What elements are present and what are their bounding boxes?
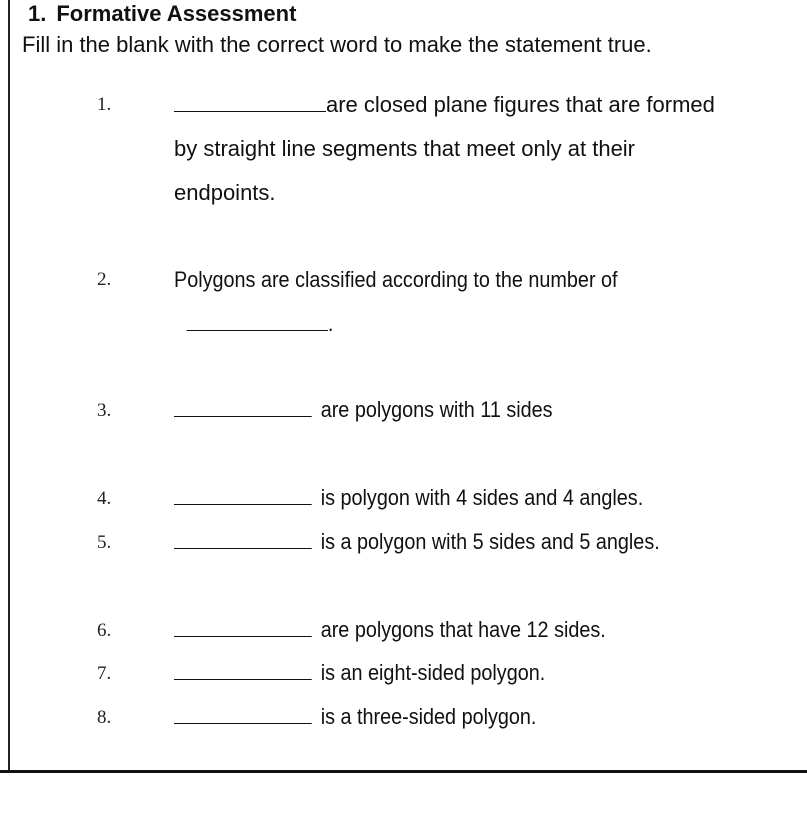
answer-blank-6[interactable] xyxy=(174,618,312,637)
question-4: is polygon with 4 sides and 4 angles. xyxy=(174,476,643,520)
question-1-line-1: are closed plane figures that are formed xyxy=(174,83,715,127)
left-border-rule xyxy=(8,0,10,773)
item-number-6: 6. xyxy=(97,620,112,641)
answer-blank-3[interactable] xyxy=(174,398,312,417)
question-5: is a polygon with 5 sides and 5 angles. xyxy=(174,520,660,564)
answer-blank-8[interactable] xyxy=(174,705,312,724)
question-7: is an eight-sided polygon. xyxy=(174,651,545,695)
item-number-1: 1. xyxy=(97,94,112,115)
answer-blank-7[interactable] xyxy=(174,661,312,680)
item-number-8: 8. xyxy=(97,707,112,728)
section-title xyxy=(28,1,296,27)
answer-blank-5[interactable] xyxy=(174,530,312,549)
question-2-line-2: . xyxy=(174,302,618,346)
question-6: are polygons that have 12 sides. xyxy=(174,608,606,652)
item-number-4: 4. xyxy=(97,488,112,509)
question-8: is a three-sided polygon. xyxy=(174,695,536,739)
item-number-2: 2. xyxy=(97,269,112,290)
question-1-line-2: by straight line segments that meet only at their xyxy=(174,136,636,161)
question-2-line-1: Polygons are classified according to the number of xyxy=(174,267,618,292)
section-number: 1. xyxy=(28,1,47,26)
instructions: Fill in the blank with the correct word to make the statement true. xyxy=(22,32,652,57)
section-title-text: Formative Assessment xyxy=(56,1,297,26)
item-number-5: 5. xyxy=(97,532,112,553)
question-2 xyxy=(174,258,618,346)
answer-blank-2[interactable] xyxy=(187,312,328,331)
question-1 xyxy=(174,83,715,215)
item-number-7: 7. xyxy=(97,663,112,684)
item-number-3: 3. xyxy=(97,400,112,421)
question-3: are polygons with 11 sides xyxy=(174,388,553,432)
bottom-border-rule xyxy=(0,770,807,773)
answer-blank-1[interactable] xyxy=(174,93,326,112)
answer-blank-4[interactable] xyxy=(174,486,312,505)
question-1-line-3: endpoints. xyxy=(174,180,276,205)
